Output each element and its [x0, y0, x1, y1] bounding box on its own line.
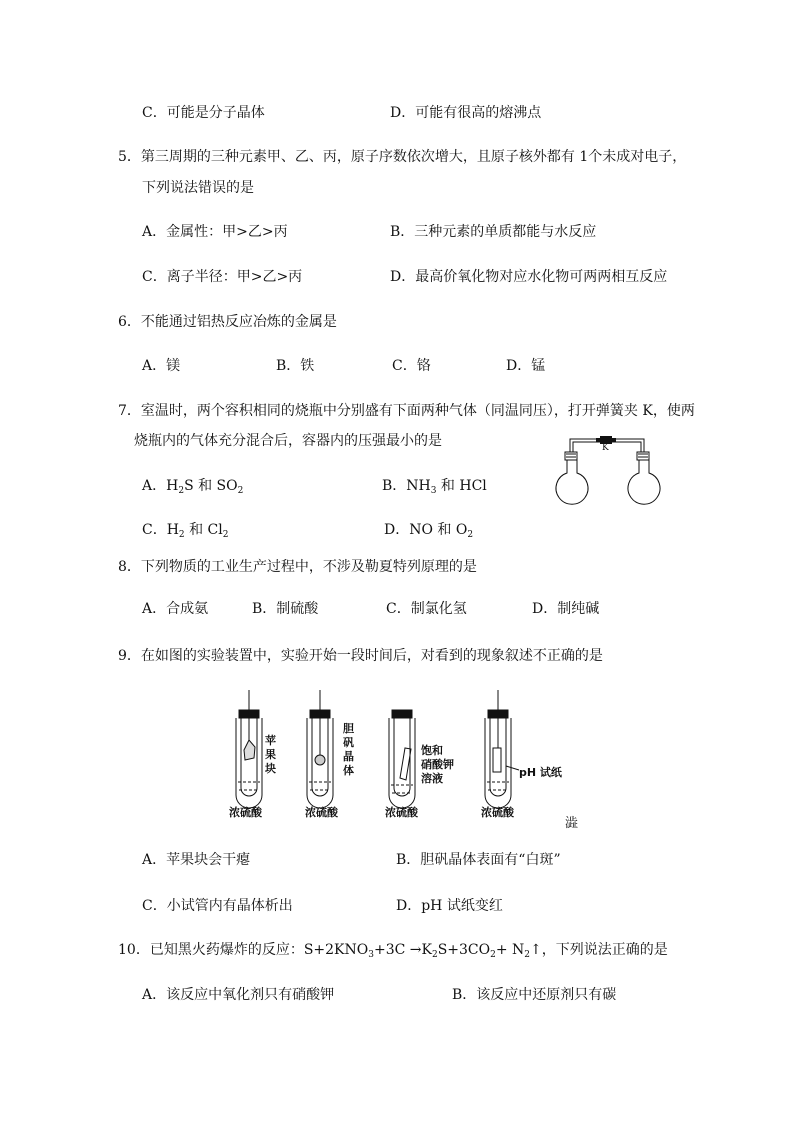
q8-option-b: B．制硫酸: [252, 601, 319, 617]
stray-char: 澁: [565, 816, 579, 831]
q9-stem: 9．在如图的实验装置中，实验开始一段时间后，对看到的现象叙述不正确的是: [118, 648, 603, 664]
acid-label-4: 浓硫酸: [481, 806, 514, 819]
q8-stem: 8．下列物质的工业生产过程中，不涉及勒夏特列原理的是: [118, 559, 477, 575]
q5-option-c: C．离子半径：甲>乙>丙: [142, 269, 303, 285]
q9-option-c: C．小试管内有晶体析出: [142, 898, 293, 914]
q5-stem-line2: 下列说法错误的是: [142, 180, 254, 196]
q8-option-d: D．制纯碱: [532, 601, 600, 617]
q9-option-a: A．苹果块会干瘪: [142, 852, 251, 868]
q5-option-a: A．金属性：甲>乙>丙: [142, 224, 288, 240]
apple-label: 苹 果 块: [265, 734, 276, 775]
q7-stem-line2: 烧瓶内的气体充分混合后，容器内的压强最小的是: [134, 433, 442, 449]
q10-stem: 10．已知黑火药爆炸的反应：$S+2KNO_3+3C \to K_2S+3CO_2+$ $N_2↑$，下列说法正确的是: [118, 942, 668, 960]
acid-label-3: 浓硫酸: [385, 806, 418, 819]
q7-stem-line1: 7．室温时，两个容积相同的烧瓶中分别盛有下面两种气体（同温同压），打开弹簧夹 K，使两: [118, 403, 695, 419]
q8-option-a: A．合成氨: [142, 601, 209, 617]
q10-option-a: A．该反应中氧化剂只有硝酸钾: [142, 987, 335, 1003]
clamp-k-label: K: [602, 443, 609, 453]
q7-option-b: B．$NH_3$ 和 HCl: [382, 478, 487, 496]
q6-option-c: C．铬: [392, 358, 431, 374]
acid-label-1: 浓硫酸: [229, 806, 262, 819]
q9-option-b: B．胆矾晶体表面有“白斑”: [396, 852, 561, 868]
q8-option-c: C．制氯化氢: [386, 601, 467, 617]
q6-option-a: A．镁: [142, 358, 181, 374]
q6-stem: 6．不能通过铝热反应冶炼的金属是: [118, 314, 337, 330]
test-tube-apparatus: [225, 690, 595, 830]
q5-option-d: D．最高价氧化物对应水化物可两两相互反应: [390, 269, 668, 285]
q4-option-c: C．可能是分子晶体: [142, 105, 265, 121]
q7-option-c: C．$H_2$ 和 $Cl_2$: [142, 522, 229, 540]
copper-sulfate-label: 胆 矾 晶 体: [343, 722, 354, 777]
q7-option-a: A．$H_2S$ 和 $SO_2$: [142, 478, 244, 496]
kno3-label: 饱和 硝酸钾 溶液: [421, 744, 454, 785]
q7-option-d: D．NO 和 $O_2$: [384, 522, 474, 540]
flask-apparatus: [548, 428, 668, 508]
ph-paper-label: pH 试纸: [519, 766, 562, 779]
q5-stem-line1: 5．第三周期的三种元素甲、乙、丙，原子序数依次增大，且原子核外都有 1个未成对电子，: [118, 149, 687, 165]
q6-option-d: D．锰: [506, 358, 546, 374]
q4-option-d: D．可能有很高的熔沸点: [390, 105, 542, 121]
q5-option-b: B．三种元素的单质都能与水反应: [390, 224, 597, 240]
q6-option-b: B．铁: [276, 358, 315, 374]
q9-option-d: D．pH 试纸变红: [396, 898, 503, 914]
q10-option-b: B．该反应中还原剂只有碳: [452, 987, 617, 1003]
acid-label-2: 浓硫酸: [305, 806, 338, 819]
